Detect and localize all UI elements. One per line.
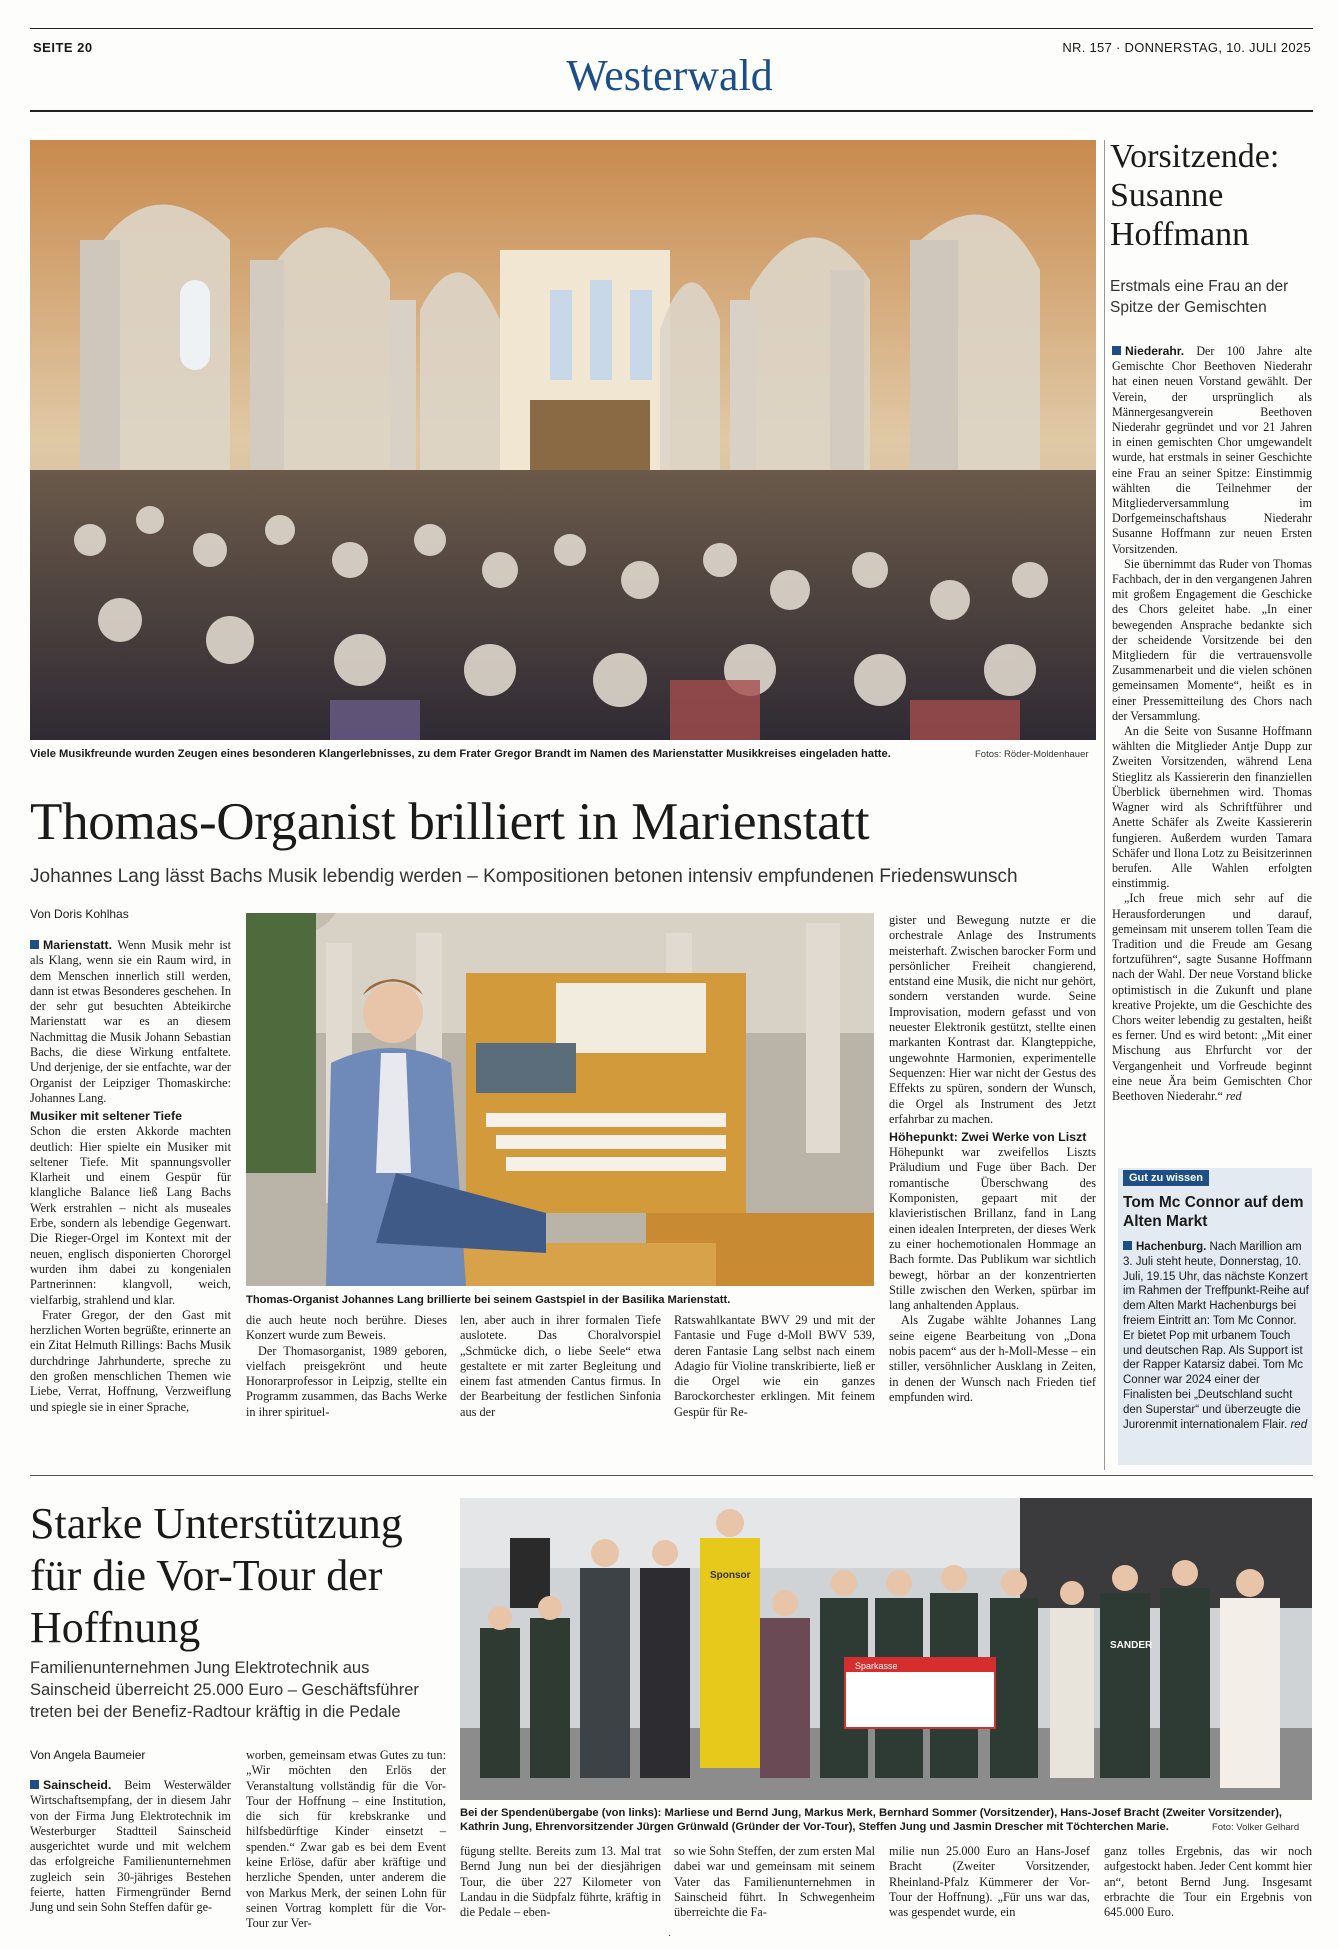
second-col-6: ganz tolles Ergebnis, das wir noch aufgestockt haben. Jeder Cent kommt hier an“, betont Bernd Jung. Insgesamt erbrachte die Tour ein Ergebnis von 645.000 Euro. (1104, 1844, 1312, 1920)
shirt-text: Sponsor (710, 1570, 751, 1581)
second-author: Von Angela Baumeier (30, 1748, 146, 1762)
side-dateline: Niederahr. (1125, 344, 1185, 358)
right-column-rule (1104, 140, 1105, 1470)
main-author: Von Doris Kohlhas (30, 907, 129, 921)
footer-mark: · (668, 1930, 672, 1941)
section-marker-icon (1123, 1241, 1132, 1250)
church-photo-credit: Fotos: Röder-Moldenhauer (975, 749, 1089, 760)
side-subheadline: Erstmals eine Frau an der Spitze der Gemischten (1110, 278, 1289, 316)
church-concert-photo (30, 140, 1096, 740)
section-marker-icon (30, 1780, 39, 1789)
second-col-2: worben, gemeinsam etwas Gutes zu tun: „Wir möchten den Erlös der Veranstaltung vollständig für die Vor-Tour der Hoffnung – eine Institution, die sich für krebskranke und hilfsbedürftige Kinder einsetzt – spenden.“ Zwar gab es bei dem Event keine Erlöse, dafür aber kräftige und herzliche Spenden, unter anderem die von Markus Merk, der seinen Lohn für seinen Vortrag komplett für die Vor-Tour zur Ver- (246, 1748, 446, 1931)
main-subheadline: Johannes Lang lässt Bachs Musik lebendig werden – Kompositionen betonen intensiv empfundenen Friedenswunsch (30, 866, 1018, 887)
donation-photo-credit: Foto: Volker Gelhard (1211, 1822, 1300, 1833)
organist-photo (246, 913, 874, 1286)
church-photo-caption: Viele Musikfreunde wurden Zeugen eines besonderen Klangerlebnisses, zu dem Frater Gregor Brandt im Namen des Marienstatter Musikkreises eingeladen hatte. (30, 748, 891, 760)
main-col-5: gister und Bewegung nutzte er die orchestrale Anlage des Instruments meisterhaft. Zwischen barocker Form und persönlicher Freiheit changierend, entstand eine Musik, die nicht nur gehört, sondern verstanden wurde. Seine Improvisation, modern gefasst und von neuester Elektronik gestützt, stellte einen markanten Kontrast dar. Klangteppiche, ungewohnte Harmonien, experimentelle Sequenzen: Hier war nicht der Gestus des Effekts zu spüren, sondern der Wunsch, die Orgel als Instrument des Jetzt erfahrbar zu machen. Höhepunkt: Zwei Werke von Liszt Höhepunkt war zweifellos Liszts Präludium und Fuge über Bach. Der romantische Überschwang des Komponisten, gepaart mit der klavieristischen Brillanz, fand in Lang einen idealen Interpreten, der dieses Werk zu einer hochemotionalen Hommage an Bach formte. Das Publikum war sichtlich bewegt, hörbar an der konzentrierten Stille zwischen den Werken, spürbar im lang anhaltenden Applaus. Als Zugabe wählte Johannes Lang seine eigene Bearbeitung von „Dona nobis pacem“ aus der h-Moll-Messe – ein stiller, versöhnlicher Ausklang in Zeiten, in denen der Wunsch nach Frieden tief empfunden wird. (889, 913, 1096, 1404)
donation-photo (460, 1498, 1312, 1800)
header-rule-top (30, 28, 1313, 29)
issue-info: NR. 157 · DONNERSTAG, 10. JULI 2025 (1062, 40, 1311, 55)
info-box-badge: Gut zu wissen (1123, 1170, 1209, 1186)
main-subhead-1: Musiker mit seltener Tiefe (30, 1109, 182, 1124)
second-col-4: so wie Sohn Steffen, der zum ersten Mal dabei war und gemeinsam mit seinem Vater das Familienunternehmen in Sainscheid führt. In Schwegenheim überreichte die Fa- (674, 1844, 875, 1920)
main-dateline: Marienstatt. (43, 938, 113, 952)
second-dateline: Sainscheid. (43, 1778, 112, 1792)
main-headline: Thomas-Organist brilliert in Marienstatt (30, 793, 870, 851)
main-col-3: len, aber auch in ihrer formalen Tiefe auslotete. Das Choralvorspiel „Schmücke dich, o liebe Seele“ etwa gestaltete er mit zarter Begleitung und einem fast atmenden Cantus firmus. In der Bearbeitung der festlichen Sinfonia aus der (460, 1313, 661, 1419)
side-sign: red (1225, 1088, 1242, 1103)
organist-photo-caption: Thomas-Organist Johannes Lang brillierte bei seinem Gastspiel in der Basilika Marienstatt. (246, 1294, 731, 1306)
main-col-2: die auch heute noch berühre. Dieses Konzert wurde zum Beweis. Der Thomasorganist, 1989 geboren, vielfach preisgekrönt und heute Honorarprofessor in Leipzig, stellte ein Programm zusammen, das Bachs Werke in ihrer spirituel- (246, 1313, 447, 1419)
main-col-1: Marienstatt. Wenn Musik mehr ist als Klang, wenn sie ein Raum wird, in dem Menschen innerlich still werden, dann ist etwas Besonderes geschehen. In der sehr gut besuchten Abteikirche Marienstatt war es an diesem Nachmittag die Musik Johann Sebastian Bachs, die diese Wirkung entfaltete. Und derjenige, der sie entfachte, war der Organist der Leipziger Thomaskirche: Johannes Lang. Musiker mit seltener Tiefe Schon die ersten Akkorde machten deutlich: Hier spielte ein Musiker mit seltener Tiefe. Mit spannungsvoller Klarheit und einem Gespür für klangliche Balance ließ Lang Bachs Werk erstrahlen – nicht als museales Erbe, sondern als lebendige Gegenwart. Die Rieger-Orgel im Kontext mit der neuen, englisch disponierten Chororgel wurden ihm dabei zu kongenialen Partnerinnen: klangvoll, weich, vielfarbig, strahlend und klar. Frater Gregor, der den Gast mit herzlichen Worten begrüßte, erinnerte an ein Zitat Helmuth Rillings: Bachs Musik durchdringe Jahrhunderte, spreche zu den großen menschlichen Themen wie Liebe, Verrat, Hoffnung, Verzweiflung und spiegle sie in einer Sprache, (30, 938, 231, 1414)
jersey-text: SANDER (1110, 1640, 1153, 1651)
section-marker-icon (1112, 346, 1121, 355)
main-col-4: Ratswahlkantate BWV 29 und mit der Fantasie und Fuge d-Moll BWV 539, deren Fantasie Lang selbst nach einem Adagio für Violine transkribierte, ließ er die Orgel wie ein ganzes Barockorchester erklingen. Mit feinem Gespür für Re- (674, 1313, 875, 1419)
info-box-title: Tom Mc Connor auf dem Alten Markt (1123, 1194, 1304, 1230)
section-title: Westerwald (566, 51, 773, 100)
main-subhead-2: Höhepunkt: Zwei Werke von Liszt (889, 1130, 1087, 1145)
second-col-5: milie nun 25.000 Euro an Hans-Josef Bracht (Zweiter Vorsitzender, Rheinland-Pfalz Kümmerer der Vor-Tour der Hoffnung). „Für uns war das, was gespendet wurde, ein (889, 1844, 1090, 1920)
second-col-1: Sainscheid. Beim Westerwälder Wirtschaftsempfang, der in diesem Jahr von der Firma Jung Elektrotechnik im Westerburger Stadtteil Sainscheid ausgerichtet wurde und mit welchem das erfolgreiche Familienunternehmen zugleich sein 30-jähriges Bestehen feierte, hatten Firmengründer Bernd Jung und sein Sohn Steffen dafür ge- (30, 1778, 231, 1915)
side-headline: Vorsitzende: Susanne Hoffmann (1110, 138, 1280, 253)
info-box-text: Hachenburg. Nach Marillion am 3. Juli steht heute, Donnerstag, 10. Juli, 19.15 Uhr, das nächste Konzert im Rahmen der Treffpunkt-Reihe auf dem Alten Markt Hachenburgs bei freiem Eintritt an: Tom Mc Connor. Er bietet Pop mit urbanem Touch und deutschen Rap. Als Support ist der Rapper Katarsiz dabei. Tom Mc Conner war 2024 einer der Finalisten bei „Deutschland sucht den Superstar“ und überzeugte die Jurorenmit internationalem Flair. red (1123, 1241, 1309, 1431)
cheque-brand: Sparkasse (855, 1661, 898, 1671)
header-rule-bottom (30, 110, 1313, 112)
section-divider (30, 1475, 1313, 1476)
second-subheadline: Familienunternehmen Jung Elektrotechnik aus Sainscheid überreicht 25.000 Euro – Geschäftsführer treten bei der Benefiz-Radtour kräftig in die Pedale (30, 1659, 419, 1721)
second-col-3: fügung stellte. Bereits zum 13. Mal trat Bernd Jung nun bei der diesjährigen Tour, die über 227 Kilometer von Landau in die Südpfalz führte, kräftig in die Pedale – eben- (460, 1844, 661, 1920)
section-marker-icon (30, 940, 39, 949)
side-article-body: Niederahr. Der 100 Jahre alte Gemischte Chor Beethoven Niederahr hat einen neuen Vorstand gewählt. Der Verein, der ursprünglich als Männergesangverein Beethoven Niederahr gegründet und vor 21 Jahren in einen gemischten Chor umgewandelt wurde, hat erstmals in seiner Geschichte eine Frau an seiner Spitze: Einstimmig wählten die Teilnehmer der Mitgliederversammlung im Dorfgemeinschaftshaus Niederahr Susanne Hoffmann zur neuen Ersten Vorsitzenden. Sie übernimmt das Ruder von Thomas Fachbach, der in den vergangenen Jahren mit großem Engagement die Geschicke des Chors geleitet habe. „In einer bewegenden Ansprache bedankte sich der scheidende Vorsitzende bei den Mitgliedern für die vertrauensvolle Zusammenarbeit und die vielen schönen gemeinsamen Momente“, heißt es in einer Pressemitteilung des Chors nach der Versammlung. An die Seite von Susanne Hoffmann wählten die Mitglieder Antje Dupp zur Zweiten Vorsitzenden, während Lena Stieglitz als Kassiererin den finanziellen Überblick übernehmen wird. Thomas Wagner wird als Schriftführer und Anette Schäfer als Zweite Kassiererin fungieren. Außerdem wurden Tamara Schäfer und Ilona Lotz zu Beisitzerinnen berufen. Alle Wahlen erfolgten einstimmig. „Ich freue mich sehr auf die Herausforderungen und darauf, gemeinsam mit unserem tollen Team die Tradition und die Freude am Gesang fortzuführen“, sagte Susanne Hoffmann nach der Wahl. Der neue Vorstand blicke optimistisch in die Zukunft und plane kreative Projekte, um die Geschichte des Chors weiter lebendig zu gestalten, heißt es ferner. Und es wird betont: „Mit einer Mischung aus Ehrfurcht vor der Vergangenheit und Vorfreude beginnt eine neue Ära beim Gemischten Chor Beethoven Niederahr.“ red (1112, 344, 1312, 1103)
second-headline: Starke Unterstützung für die Vor-Tour der Hoffnung (30, 1499, 403, 1652)
donation-photo-caption: Bei der Spendenübergabe (von links): Marliese und Bernd Jung, Markus Merk, Bernhard Sommer (Vorsitzender), Hans-Josef Bracht (Zweiter Vorsitzender), Kathrin Jung, Ehrenvorsitzender Jürgen Grünwald (Gründer der Vor-Tour), Steffen Jung und Jasmin Drescher mit Töchterchen Marie. Foto: Volker Gelhard (460, 1807, 1300, 1833)
page-number: SEITE 20 (33, 40, 93, 55)
